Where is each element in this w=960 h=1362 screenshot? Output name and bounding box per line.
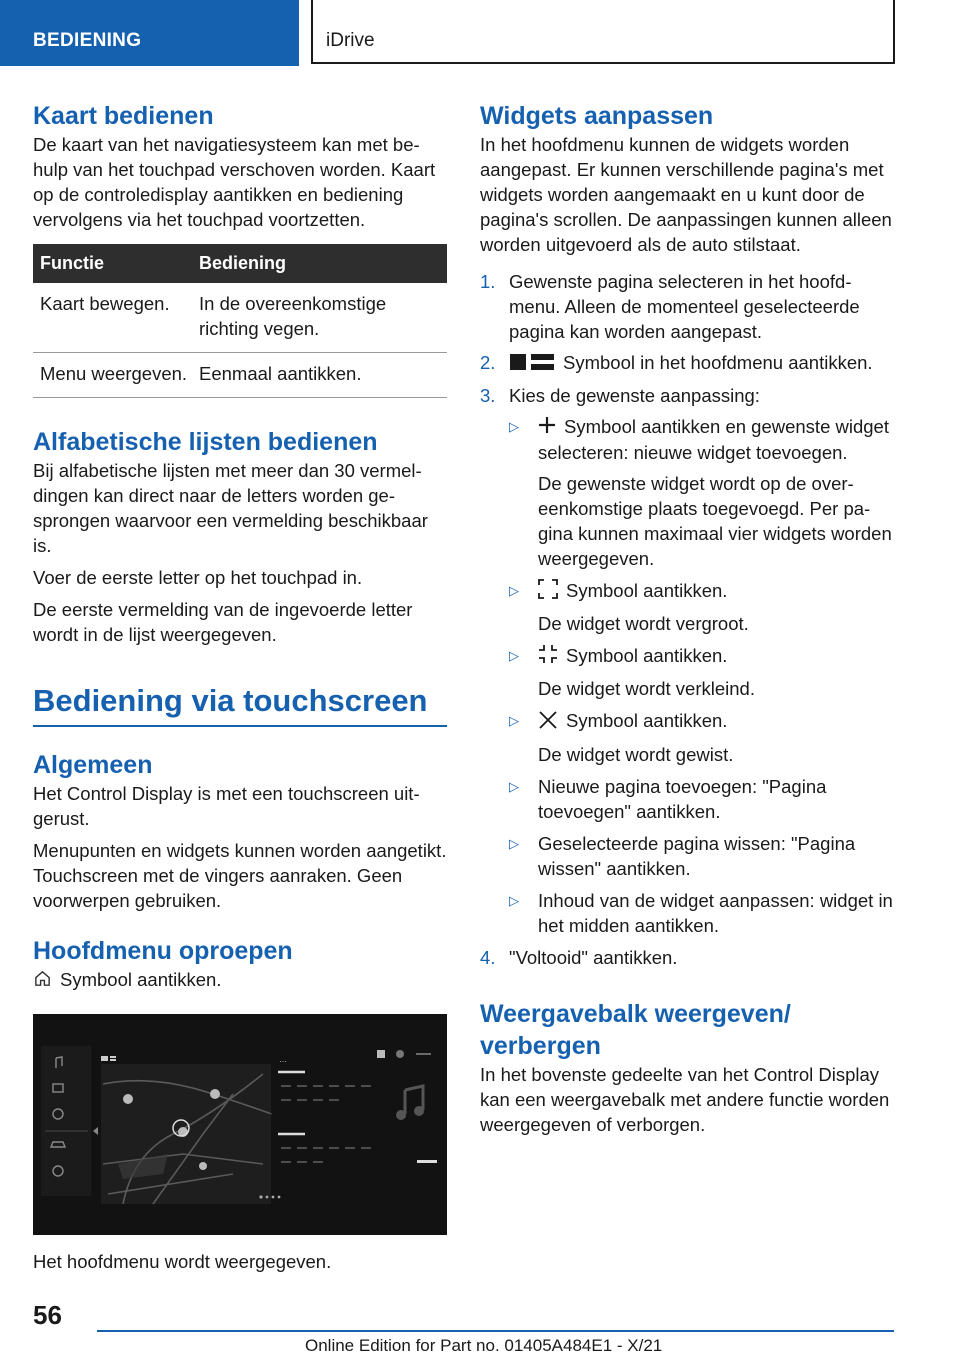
page-header [0,0,960,66]
sub-option-text: Nieuwe pagina toevoegen: "Pagina toevoegen" aantikken. [538,775,827,822]
section-title: BEDIENING [0,0,299,66]
table-header-cell: Bediening [199,253,287,273]
list-item [480,383,894,938]
svg-text:…: … [279,1054,287,1064]
table-header-cell: Functie [40,253,105,273]
paragraph-hoofdmenu [33,967,447,994]
widget-layout-icon [509,352,555,377]
edition-text: Online Edition for Part no. 01405A484E1 - X/21 [305,1336,663,1355]
table-header [33,244,447,283]
steps-list [480,269,894,970]
sub-options-list [509,414,894,938]
sub-option-detail: De widget wordt verkleind. [538,678,755,700]
paragraph-alfa-1: Bij alfabetische lijsten met meer dan 30 vermeldingen kan direct naar de letters worden gesprongen waarvoor een vermelding beschikbaar is. [33,460,428,556]
step-number: 4. [480,946,496,968]
paragraph-kaart: De kaart van het navigatiesysteem kan met behulp van het touchpad verschoven worden. Kaart op de controledisplay aantikken en bediening vervolgens via het touchpad voortzetten. [33,134,436,230]
table-cell: Eenmaal aantikken. [199,363,362,384]
paragraph-alg-1: Het Control Display is met een touchscreen uitgerust. [33,783,420,829]
enlarge-icon [538,579,558,605]
bullet-triangle-icon: ▷ [509,713,519,729]
sub-option-detail: De widget wordt vergroot. [538,613,749,635]
step-text: Kies de gewenste aanpassing: [509,384,760,406]
table-cell: Menu weergeven. [40,363,188,384]
table-row [33,353,447,398]
bullet-triangle-icon: ▷ [509,418,519,434]
page-number: 56 [33,1300,62,1330]
list-item [509,708,894,766]
sub-option-text: Inhoud van de widget aanpassen: widget in het midden aantikken. [538,889,893,936]
step-number: 3. [480,384,496,406]
list-item [509,888,894,938]
list-item [509,578,894,636]
bullet-triangle-icon: ▷ [509,835,519,851]
bullet-triangle-icon: ▷ [509,583,519,599]
heading-touchscreen: Bediening via touchscreen [33,683,428,718]
bullet-triangle-icon: ▷ [509,892,519,908]
heading-alfabetisch: Alfabetische lijsten bedienen [33,428,378,456]
control-display-image [33,1014,447,1235]
close-icon [538,710,558,736]
step-text: Gewenste pagina selecteren in het hoofdmenu. Alleen de momenteel geselecteerde pagina kan worden aangepast. [509,271,860,342]
sub-option-text: Symbool aantikken. [566,710,728,732]
table-cell: Kaart bewegen. [40,293,170,314]
paragraph-weergavebalk: In het bovenste gedeelte van het Control Display kan een weergavebalk met andere functie worden weergegeven of verborgen. [480,1063,890,1135]
list-item [480,350,894,377]
list-item [509,774,894,824]
bullet-triangle-icon: ▷ [509,648,519,664]
list-item [509,831,894,881]
paragraph-alfa-2: Voer de eerste letter op het touchpad in. [33,567,363,588]
footer-rule [97,1330,894,1332]
heading-widgets: Widgets aanpassen [480,102,714,130]
heading-algemeen: Algemeen [33,751,153,779]
list-item [480,269,894,344]
bullet-triangle-icon: ▷ [509,778,519,794]
sub-option-text: Symbool aantikken. [566,645,728,667]
shrink-icon [538,644,558,670]
step-number: 2. [480,352,496,373]
step-text: Symbool in het hoofdmenu aantikken. [563,352,873,373]
chapter-title: iDrive [311,0,895,64]
sub-option-text: Geselecteerde pagina wissen: "Pagina wissen" aantikken. [538,832,856,879]
heading-weergavebalk: Weergavebalk weergeven/ verbergen [480,999,791,1060]
table-cell: In de overeenkomstige richting vegen. [199,293,387,339]
list-item [509,643,894,701]
function-table [33,244,447,398]
hoofdmenu-text: Symbool aantikken. [60,969,222,990]
paragraph-alg-2: Menupunten en widgets kunnen worden aangetikt. Touchscreen met de vingers aanraken. Geen voorwerpen gebruiken. [33,840,447,911]
home-icon [33,969,52,994]
sub-option-text: Symbool aantikken. [566,580,728,602]
left-column [33,100,447,1274]
sub-option-detail: De gewenste widget wordt op de overeenkomstige plaats toegevoegd. Per pagina kunnen maximaal vier widgets worden weergegeven. [538,473,892,570]
right-column [480,100,894,1137]
paragraph-widgets: In het hoofdmenu kunnen de widgets worden aangepast. Er kunnen verschillende pagina's met widgets worden aangemaakt en u kunt door de pagina's scrollen. De aanpassingen kunnen alleen worden uitgevoerd als de auto stilstaat. [480,134,892,255]
paragraph-alfa-3: De eerste vermelding van de ingevoerde letter wordt in de lijst weergegeven. [33,599,413,645]
heading-kaart: Kaart bedienen [33,102,214,130]
list-item [480,945,894,970]
sub-option-detail: De widget wordt gewist. [538,743,734,765]
list-item [509,414,894,572]
step-text: "Voltooid" aantikken. [509,946,678,968]
image-caption: Het hoofdmenu wordt weergegeven. [33,1250,332,1272]
table-row [33,283,447,353]
sub-option-text: Symbool aantikken en gewenste widget selecteren: nieuwe widget toevoegen. [538,415,889,464]
step-number: 1. [480,271,496,292]
heading-hoofdmenu: Hoofdmenu oproepen [33,937,293,965]
plus-icon [538,415,556,440]
